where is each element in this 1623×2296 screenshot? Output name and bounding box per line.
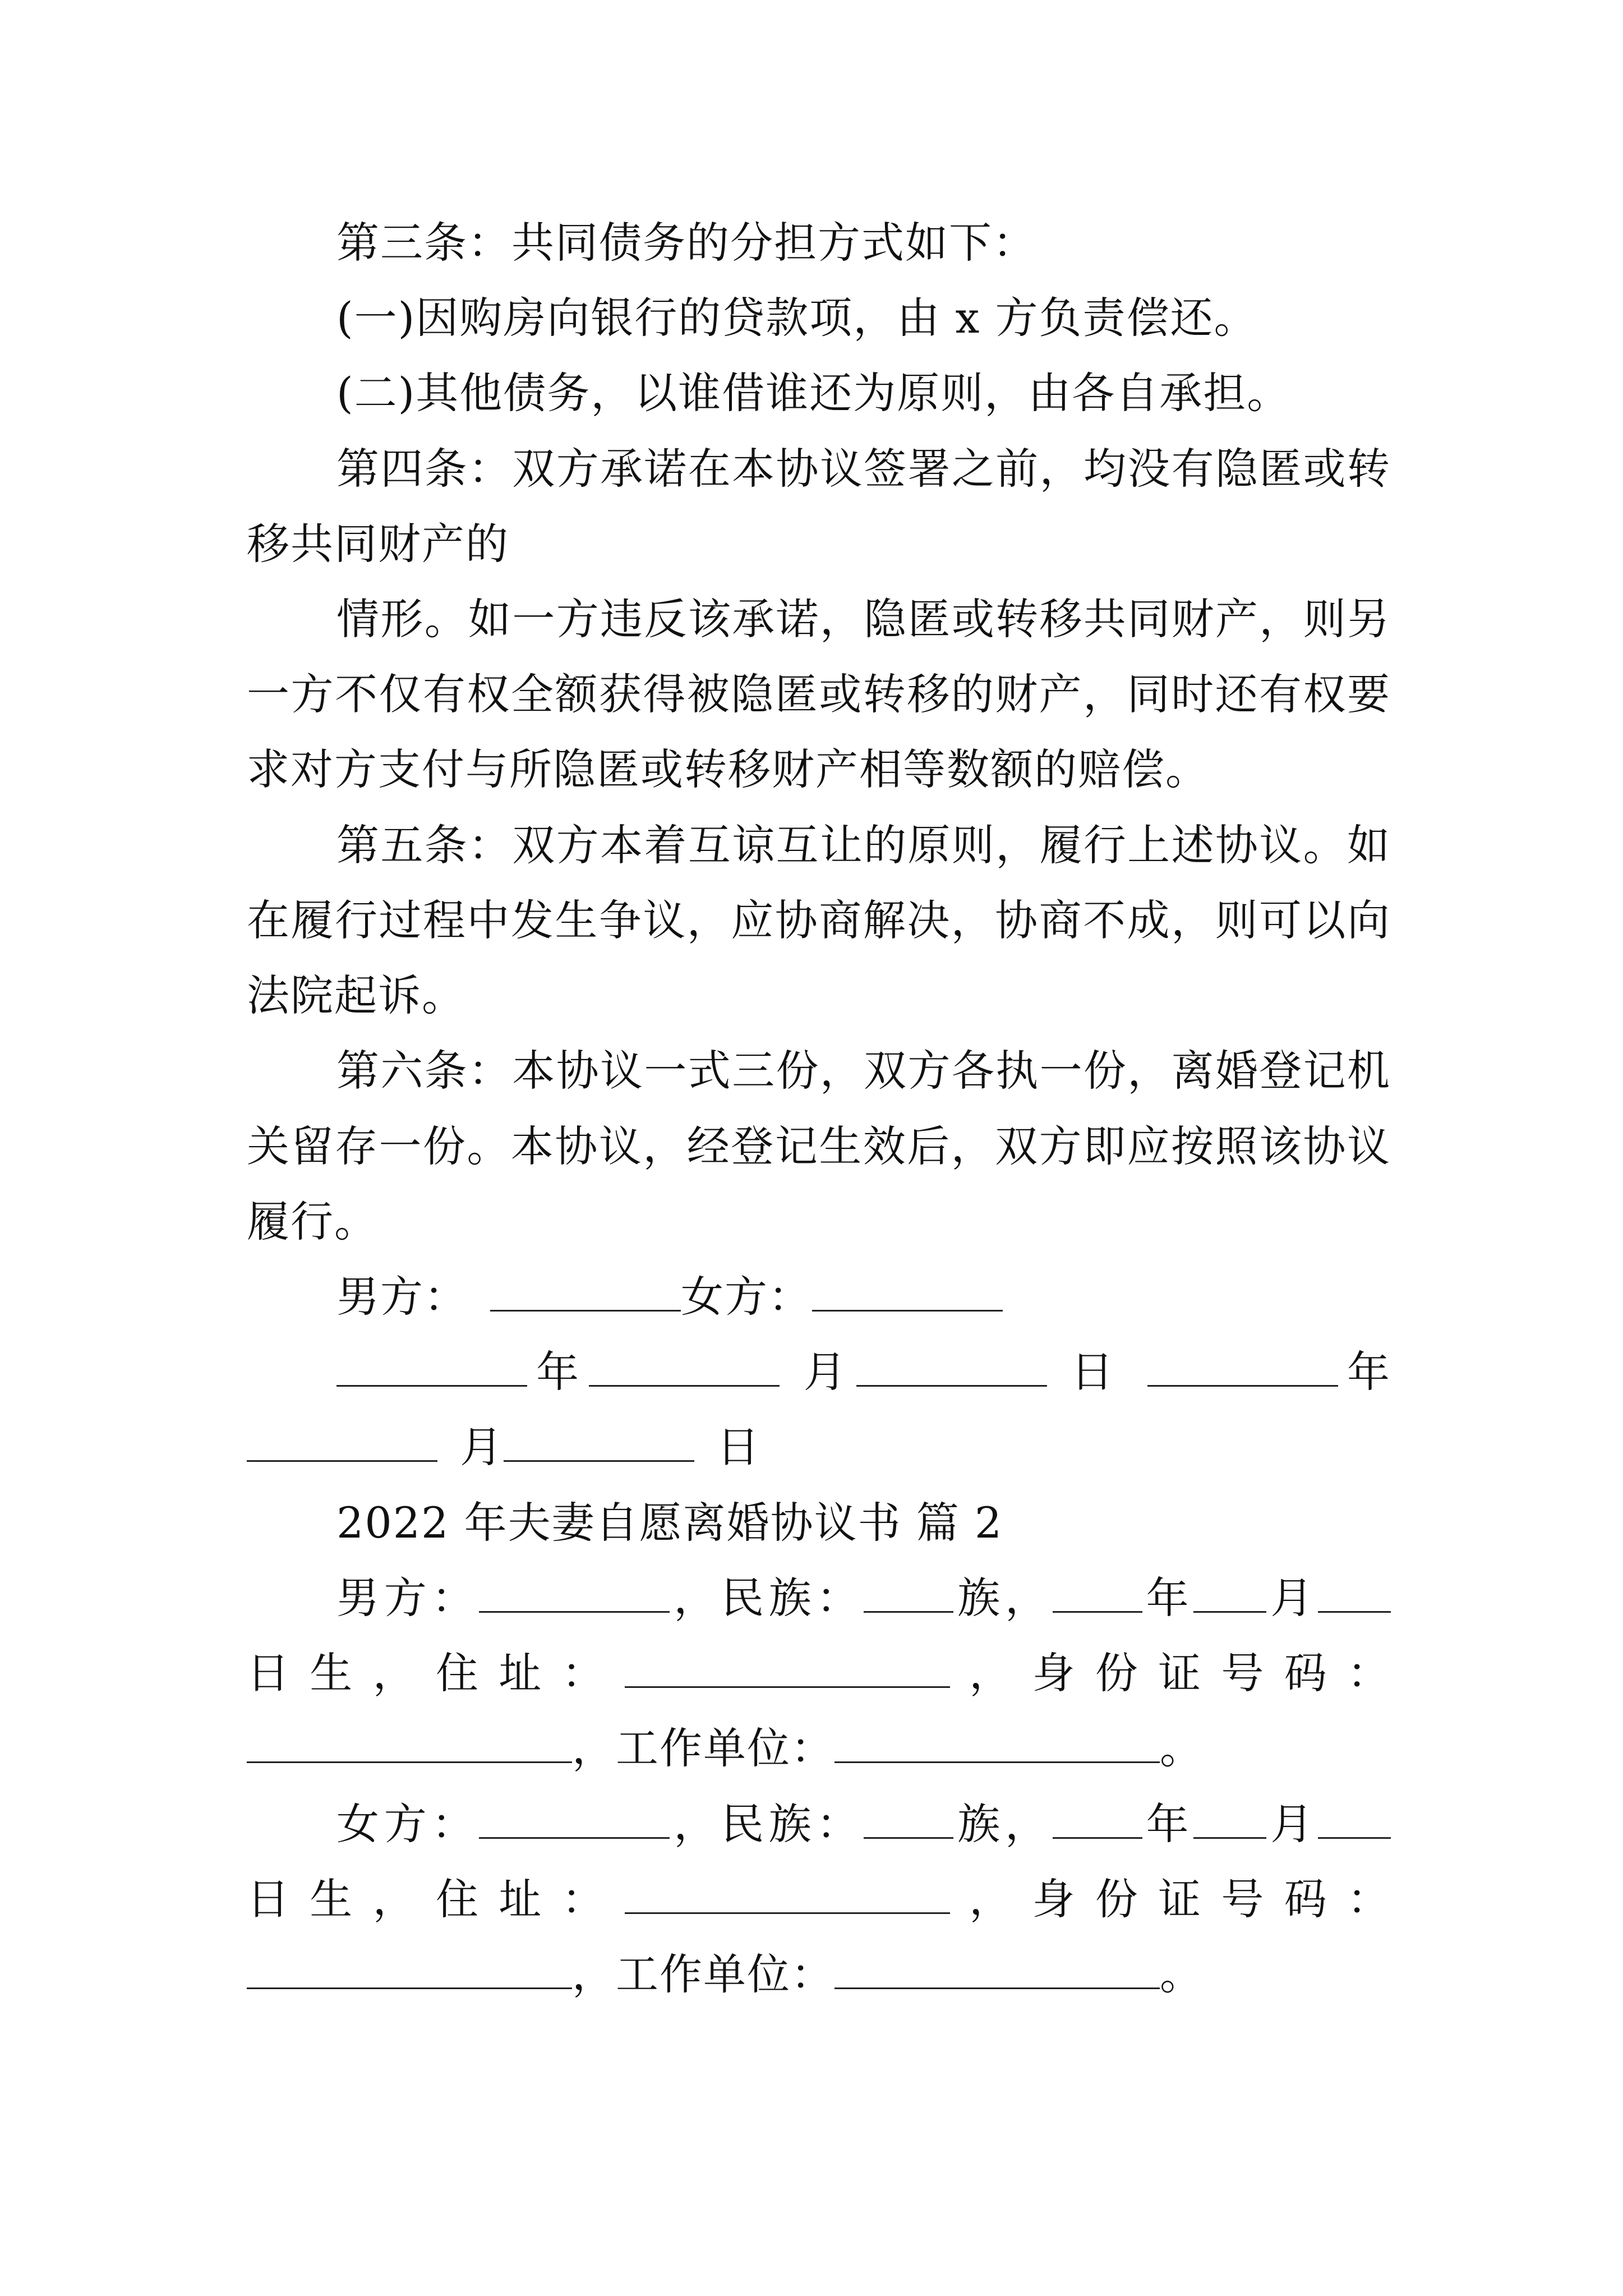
female-name-blank[interactable] [479, 1803, 670, 1839]
date-line-1 [336, 1344, 1391, 1400]
year-blank-2[interactable] [1147, 1351, 1338, 1387]
male-id-blank[interactable] [247, 1728, 572, 1763]
female-birth-day-blank[interactable] [1318, 1803, 1391, 1839]
article-5-line-3: 法院起诉。 [247, 970, 465, 1020]
female-ethnicity-blank[interactable] [864, 1803, 953, 1839]
day-blank[interactable] [856, 1351, 1047, 1387]
male-address-blank[interactable] [625, 1653, 950, 1688]
female-party-line-1 [336, 1796, 1391, 1852]
year2-blank[interactable] [247, 1427, 437, 1462]
section-title: 2022 年夫妻自愿离婚协议书 篇 2 [336, 1498, 1003, 1548]
article-4-line-2: 移共同财产的 [247, 519, 509, 569]
male-name-blank[interactable] [479, 1577, 670, 1613]
article-3-heading: 第三条：共同债务的分担方式如下： [336, 218, 1036, 268]
male-birth-day-blank[interactable] [1318, 1577, 1391, 1613]
day-label: 日 [1071, 1347, 1124, 1397]
signature-male-label: 男方： [336, 1272, 468, 1322]
month-label-4: 月 [1266, 1799, 1318, 1849]
male-party-line-1 [336, 1570, 1391, 1626]
address-label-2: 住址： [435, 1874, 625, 1924]
male-label: 男方： [336, 1573, 479, 1623]
article-4-line-1: 第四条：双方承诺在本协议签署之前，均没有隐匿或转 [336, 444, 1391, 494]
year-label: 年 [527, 1347, 589, 1397]
born-label: 日生， [247, 1648, 436, 1698]
male-party-line-3 [247, 1720, 1391, 1777]
article-5-line-1: 第五条：双方本着互谅互让的原则，履行上述协议。如 [336, 820, 1391, 870]
ethnicity-label-2: ，民族： [670, 1799, 864, 1849]
work-label: ，工作单位： [572, 1723, 834, 1773]
month-blank[interactable] [589, 1351, 780, 1387]
year-label-4: 年 [1142, 1799, 1194, 1849]
female-label: 女方： [336, 1799, 479, 1849]
month-label: 月 [803, 1347, 856, 1397]
female-signature-blank[interactable] [812, 1276, 1003, 1312]
year-label-2: 年 [1338, 1347, 1391, 1397]
day-label-2: 日 [717, 1422, 760, 1472]
ethnicity-label: ，民族： [670, 1573, 864, 1623]
article-4-para2-line-1: 情形。如一方违反该承诺，隐匿或转移共同财产，则另 [336, 594, 1391, 644]
female-birth-year-blank[interactable] [1053, 1803, 1142, 1839]
ethnicity-suffix: 族， [953, 1573, 1053, 1623]
female-birth-month-blank[interactable] [1193, 1803, 1266, 1839]
month-label-2: 月 [460, 1422, 504, 1472]
male-work-blank[interactable] [834, 1728, 1160, 1763]
male-party-line-2 [247, 1645, 1391, 1701]
id-label-2: ，身份证号码： [949, 1874, 1391, 1924]
work-label-2: ，工作单位： [572, 1949, 834, 1999]
article-4-para2-line-3: 求对方支付与所隐匿或转移财产相等数额的赔偿。 [247, 744, 1209, 794]
male-birth-month-blank[interactable] [1193, 1577, 1266, 1613]
ethnicity-suffix-2: 族， [953, 1799, 1053, 1849]
article-6-line-1: 第六条：本协议一式三份，双方各执一份，离婚登记机 [336, 1046, 1391, 1096]
address-label: 住址： [435, 1648, 625, 1698]
article-6-line-2: 关留存一份。本协议，经登记生效后，双方即应按照该协议 [247, 1121, 1391, 1171]
article-6-line-3: 履行。 [247, 1197, 378, 1246]
male-birth-year-blank[interactable] [1053, 1577, 1142, 1613]
period: 。 [1160, 1723, 1204, 1773]
female-id-blank[interactable] [247, 1954, 572, 1989]
born-label-2: 日生， [247, 1874, 436, 1924]
date-line-2 [247, 1419, 1391, 1475]
signature-line [336, 1269, 1391, 1325]
male-signature-blank[interactable] [490, 1276, 681, 1312]
month-label-3: 月 [1266, 1573, 1318, 1623]
article-4-para2-line-2: 一方不仅有权全额获得被隐匿或转移的财产，同时还有权要 [247, 669, 1391, 719]
female-work-blank[interactable] [834, 1954, 1160, 1989]
article-5-line-2: 在履行过程中发生争议，应协商解决，协商不成，则可以向 [247, 895, 1391, 945]
signature-female-label: 女方： [681, 1272, 812, 1322]
article-3-item-1: (一)因购房向银行的贷款项，由 x 方负责偿还。 [336, 293, 1258, 343]
female-address-blank[interactable] [625, 1879, 950, 1914]
article-3-item-2: (二)其他债务，以谁借谁还为原则，由各自承担。 [336, 368, 1291, 418]
period-2: 。 [1160, 1949, 1204, 1999]
year-blank[interactable] [336, 1351, 527, 1387]
female-party-line-3 [247, 1947, 1391, 2003]
year-label-3: 年 [1142, 1573, 1194, 1623]
month2-blank[interactable] [504, 1427, 694, 1462]
id-label: ，身份证号码： [949, 1648, 1391, 1698]
male-ethnicity-blank[interactable] [864, 1577, 953, 1613]
female-party-line-2 [247, 1871, 1391, 1927]
